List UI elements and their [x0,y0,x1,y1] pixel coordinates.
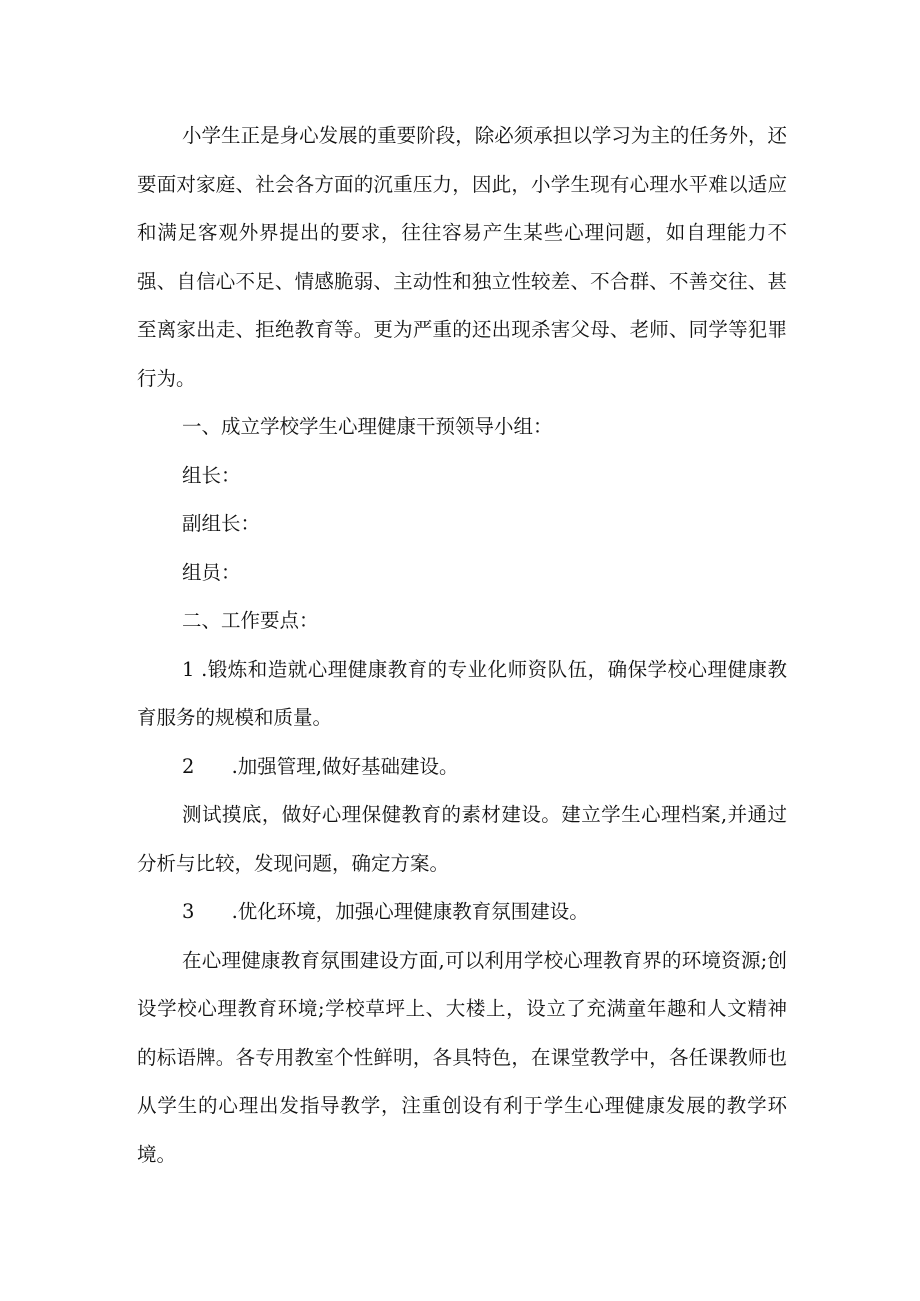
point-3-detail: 在心理健康教育氛围建设方面,可以利用学校心理教育界的环境资源;创设学校心理教育环境;学校草坪上、大楼上，设立了充满童年趣和人文精神的标语牌。各专用教室个性鲜明，各具特色，在课堂教学中，各任课教师也从学生的心理出发指导教学，注重创设有利于学生心理健康发展的教学环境。 [137,948,787,1166]
point-2-detail: 测试摸底，做好心理保健教育的素材建设。建立学生心理档案,并通过分析与比较，发现问题，确定方案。 [137,803,787,875]
deputy-leader-line: 副组长： [182,512,261,535]
paragraph-intro: 小学生正是身心发展的重要阶段，除必须承担以学习为主的任务外，还要面对家庭、社会各方面的沉重压力，因此，小学生现有心理水平难以适应和满足客观外界提出的要求，往往容易产生某些心理问题，如自理能力不强、自信心不足、情感脆弱、主动性和独立性较差、不合群、不善交往、甚至离家出走、拒绝教育等。更为严重的还出现杀害父母、老师、同学等犯罪行为。 [137,124,787,390]
document-body [137,112,787,1179]
heading-section-1: 一、成立学校学生心理健康干预领导小组： [182,415,553,438]
heading-section-2: 二、工作要点： [182,609,319,632]
group-leader-line: 组长： [182,463,241,487]
point-3: 3 .优化环境，加强心理健康教育氛围建设。 [182,900,589,923]
members-line: 组员： [182,560,241,584]
point-1: 1 .锻炼和造就心理健康教育的专业化师资队伍，确保学校心理健康教育服务的规模和质量。 [137,657,787,729]
point-2: 2 .加强管理,做好基础建设。 [182,754,459,778]
